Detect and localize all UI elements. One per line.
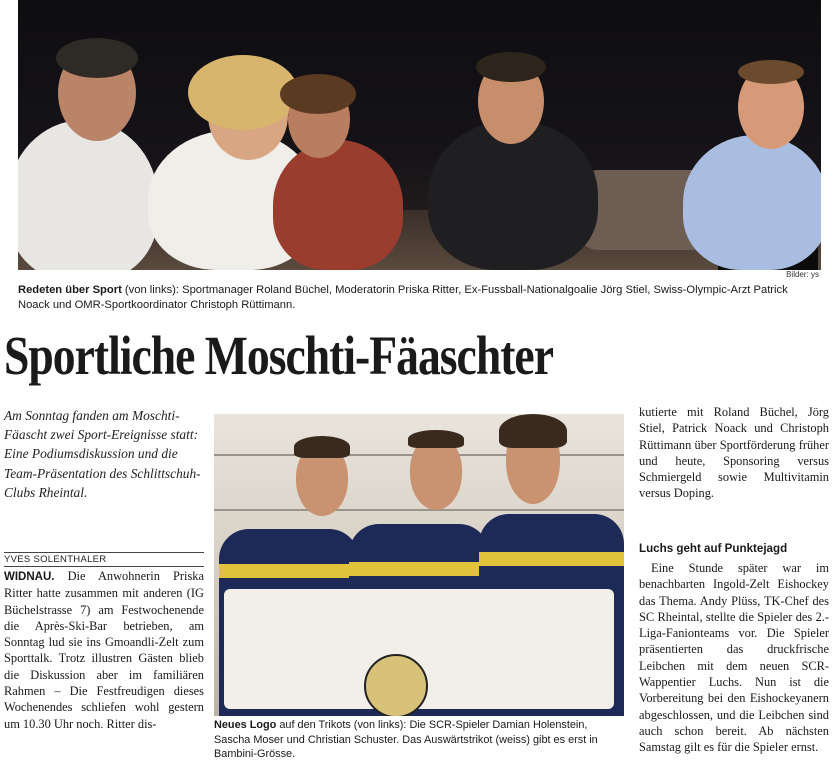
- caption-lead: Neues Logo: [214, 719, 277, 731]
- dateline: WIDNAU.: [4, 571, 55, 583]
- team-photo: [214, 414, 624, 716]
- lead-paragraph: Am Sonntag fanden am Moschti-Fäascht zwei Sport-Ereignisse statt: Eine Podiumsdiskussion und die Team-Präsentation des Schlittschuh-Clubs Rheintal.: [4, 408, 201, 500]
- article-column-3: kutierte mit Roland Büchel, Jörg Stiel, Patrick Noack und Christoph Rüttimann über Sportförderung früher und heute, Sponsoring versus Schmiergeld sowie Multivitamin versus Doping.: [639, 405, 829, 501]
- tent-structure: [214, 509, 624, 511]
- person-hair: [476, 52, 546, 82]
- divider-rule: [4, 552, 204, 553]
- caption-text: auf den Trikots (von links): Die SCR-Spieler Damian Holenstein, Sascha Moser und Christian Schuster. Das Auswärtstrikot (weiss) gibt es erst in Bambini-Grösse.: [214, 719, 598, 760]
- photo-credit: Bilder: ys: [786, 270, 819, 279]
- person-silhouette: [18, 120, 158, 270]
- caption-lead: Redeten über Sport: [18, 284, 122, 296]
- jersey-stripe: [349, 562, 489, 576]
- author-byline: YVES SOLENTHALER: [4, 554, 107, 565]
- subhead: Luchs geht auf Punktejagd: [639, 542, 788, 555]
- player-hair: [499, 414, 567, 448]
- person-silhouette: [683, 135, 821, 270]
- person-hair: [56, 38, 138, 78]
- jersey-stripe: [219, 564, 359, 578]
- column-1-text: Die Anwohnerin Priska Ritter hatte zusammen mit anderen (IG Büchelstrasse 7) am Festwochenende die Après-Ski-Bar betrieben, am Sonntag lud sie ins Gmoandli-Zelt zum Sporttalk. Trotz illustren Gästen blieb die Diskussion aber im familiären Rahmen – Die Festfreudigen dieses Wochenendes schliefen wohl gestern um 10.30 Uhr noch. Ritter dis-: [4, 569, 204, 731]
- headline: Sportliche Moschti-Fäaschter: [4, 325, 553, 386]
- jersey-stripe: [479, 552, 624, 566]
- divider-rule: [4, 566, 204, 567]
- person-hair: [280, 74, 356, 114]
- article-column-1: [4, 568, 204, 732]
- player-hair: [294, 436, 350, 458]
- top-photo-caption: [18, 283, 821, 313]
- article-column-3-continued: Eine Stunde später war im benachbarten Ingold-Zelt Eishockey das Thema. Andy Plüss, TK-Chef des SC Rheintal, stellte die Spieler des 2.-Liga-Fanionteams vor. Die Spieler präsentierten das druckfrische Leibchen mit dem neuen SCR-Wappentier Luchs. Nun ist die Vorbereitung bei den Eishockeyanern abgeschlossen, und die Leibchen sind auch schon bereit. Ab nächsten Samstag gilt es für die Spieler ernst.: [639, 561, 829, 755]
- top-photo: [18, 0, 821, 270]
- team-photo-caption: [214, 718, 624, 762]
- lynx-logo: [364, 654, 428, 716]
- player-hair: [408, 430, 464, 448]
- caption-text: (von links): Sportmanager Roland Büchel, Moderatorin Priska Ritter, Ex-Fussball-Nationalgoalie Jörg Stiel, Swiss-Olympic-Arzt Patrick Noack und OMR-Sportkoordinator Christoph Rüttimann.: [18, 284, 788, 311]
- person-silhouette: [273, 140, 403, 270]
- person-hair: [738, 60, 804, 84]
